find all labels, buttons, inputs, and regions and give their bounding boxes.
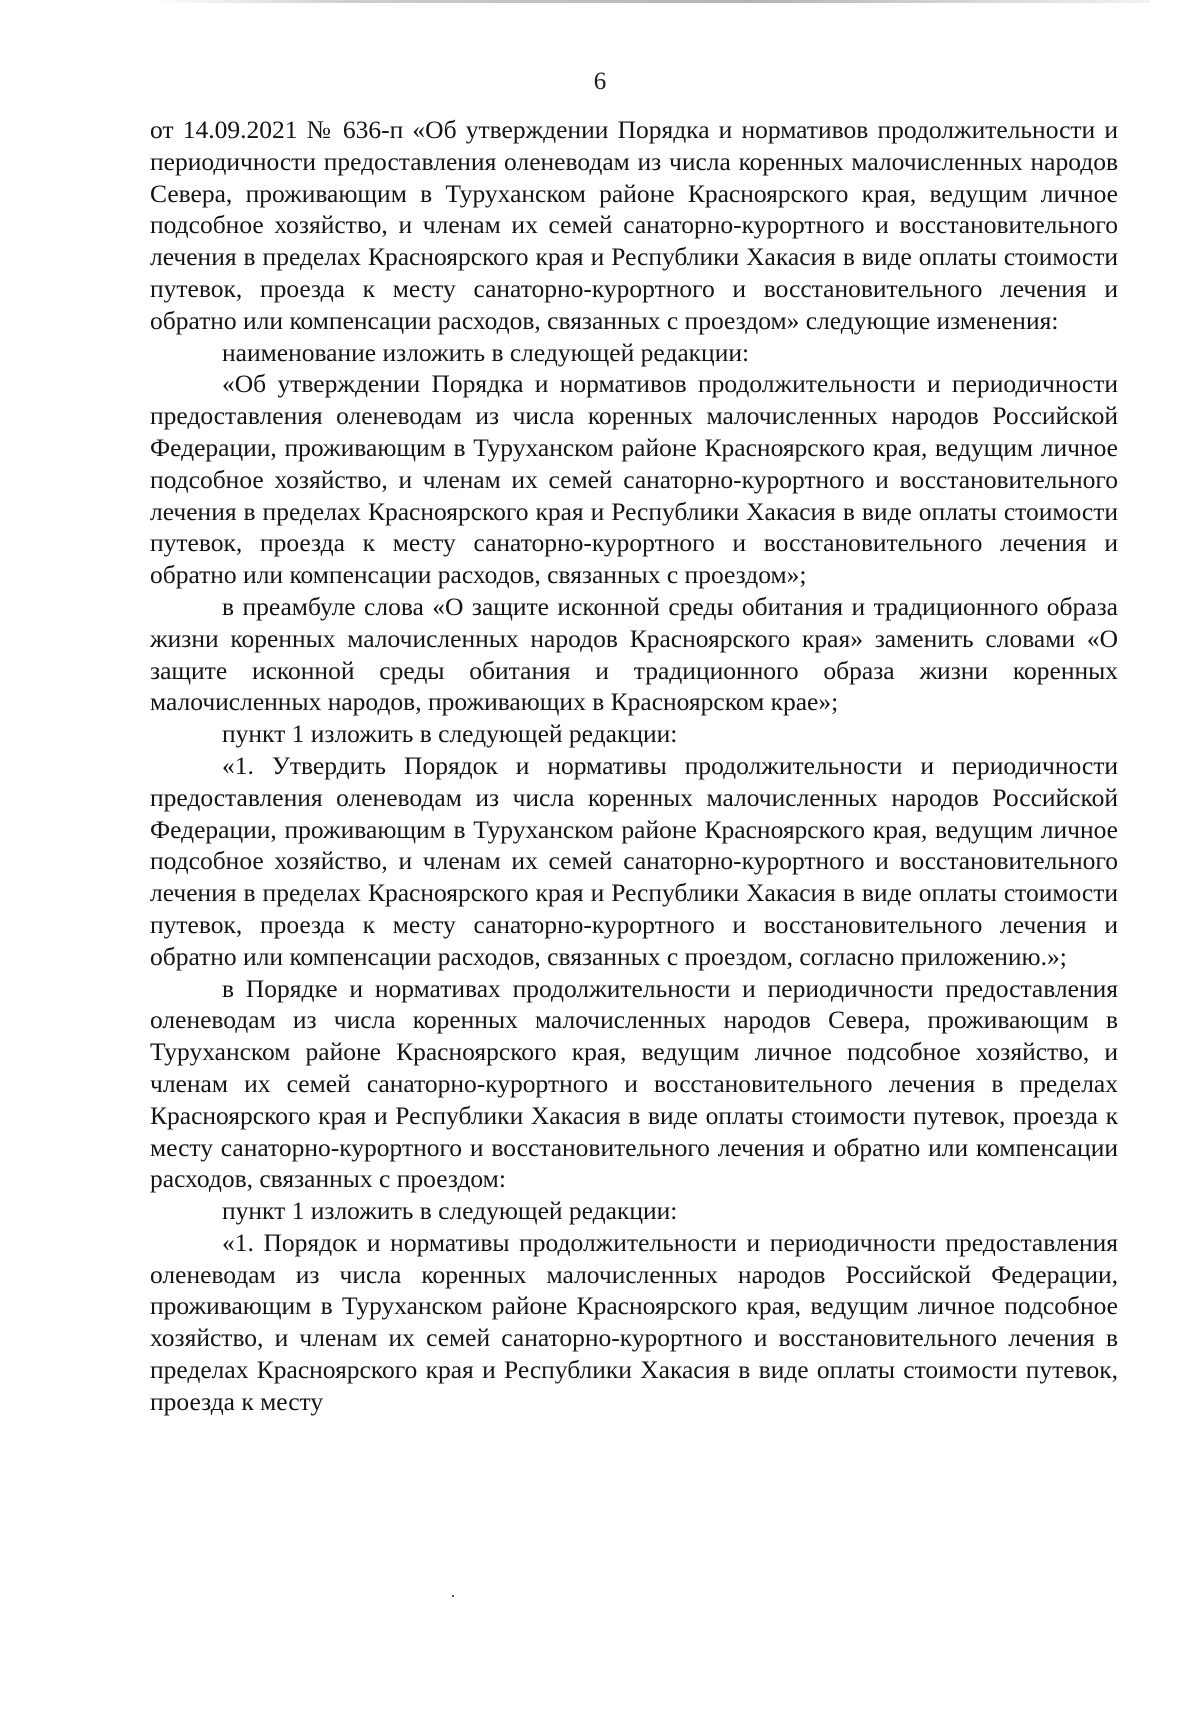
paragraph-procedure-changes: в Порядке и нормативах продолжительности и периодичности предоставления оленеводам из числа коренных малочисленных народов Севера, проживающим в Туруханском районе Красноярского края, ведущим личное подсобное хозяйство, и членам их семей санаторно-курортного и восстановительного лечения в пределах Красноярского края и Республики Хакасия в виде оплаты стоимости путевок, проезда к месту санаторно-курортного и восстановительного лечения и обратно или компенсации расходов, связанных с проездом:: [150, 973, 1118, 1194]
scan-speck: [452, 1595, 454, 1597]
scan-edge-artifact: [150, 0, 1150, 3]
paragraph-resolution-reference: от 14.09.2021 № 636-п «Об утверждении Порядка и нормативов продолжительности и периодичности предоставления оленеводам из числа коренных малочисленных народов Севера, проживающим в Туруханском районе Красноярского края, ведущим личное подсобное хозяйство, и членам их семей санаторно-курортного и восстановительного лечения в пределах Красноярского края и Республики Хакасия в виде оплаты стоимости путевок, проезда к месту санаторно-курортного и восстановительного лечения и обратно или компенсации расходов, связанных с проездом» следующие изменения:: [150, 115, 1118, 335]
paragraph-point1-new-text: «1. Утвердить Порядок и нормативы продолжительности и периодичности предоставления оленеводам из числа коренных малочисленных народов Российской Федерации, проживающим в Туруханском районе Красноярского края, ведущим личное подсобное хозяйство, и членам их семей санаторно-курортного и восстановительного лечения в пределах Красноярского края и Республики Хакасия в виде оплаты стоимости путевок, проезда к месту санаторно-курортного и восстановительного лечения и обратно или компенсации расходов, связанных с проездом, согласно приложению.»;: [150, 750, 1118, 971]
paragraph-new-title: «Об утверждении Порядка и нормативов продолжительности и периодичности предоставления оленеводам из числа коренных малочисленных народов Российской Федерации, проживающим в Туруханском районе Красноярского края, ведущим личное подсобное хозяйство, и членам их семей санаторно-курортного и восстановительного лечения в пределах Красноярского края и Республики Хакасия в виде оплаты стоимости путевок, проезда к месту санаторно-курортного и восстановительного лечения и обратно или компенсации расходов, связанных с проездом»;: [150, 369, 1118, 590]
paragraph-procedure-point1-new-text: «1. Порядок и нормативы продолжительности и периодичности предоставления оленеводам из числа коренных малочисленных народов Российской Федерации, проживающим в Туруханском районе Красноярского края, ведущим личное подсобное хозяйство, и членам их семей санаторно-курортного и восстановительного лечения в пределах Красноярского края и Республики Хакасия в виде оплаты стоимости путевок, проезда к месту: [150, 1227, 1118, 1416]
document-body: [150, 114, 1118, 1418]
paragraph-preamble-change: в преамбуле слова «О защите исконной среды обитания и традиционного образа жизни коренных малочисленных народов Красноярского края» заменить словами «О защите исконной среды обитания и традиционного образа жизни коренных малочисленных народов, проживающих в Красноярском крае»;: [150, 591, 1118, 717]
paragraph-procedure-point1-intro: пункт 1 изложить в следующей редакции:: [222, 1196, 678, 1226]
page-number: 6: [593, 68, 607, 95]
paragraph-title-change-intro: наименование изложить в следующей редакции:: [222, 337, 750, 367]
paragraph-point1-intro: пункт 1 изложить в следующей редакции:: [222, 719, 678, 749]
